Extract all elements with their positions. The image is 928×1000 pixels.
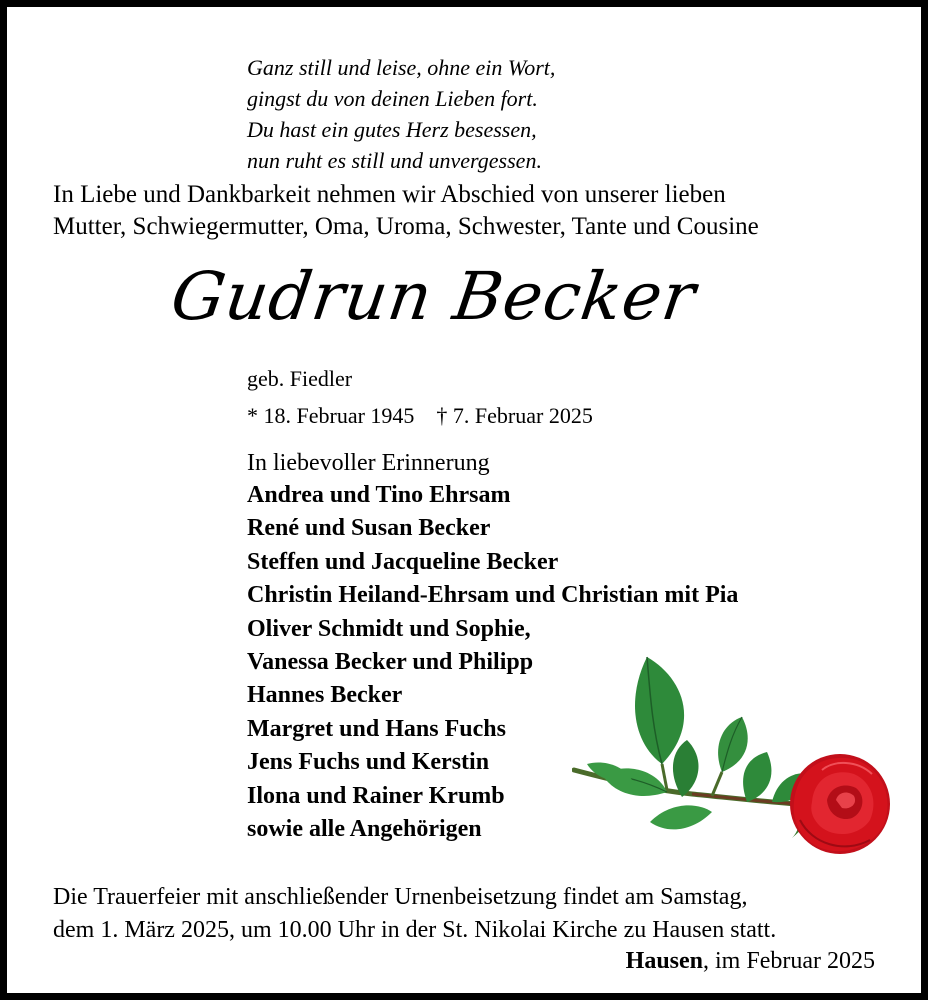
mourner-item: Andrea und Tino Ehrsam (247, 482, 511, 508)
service-line: Die Trauerfeier mit anschließender Urnenbeisetzung findet am Samstag, (53, 884, 748, 910)
birth-date: * 18. Februar 1945 (247, 403, 415, 428)
mourner-item: Hannes Becker (247, 682, 403, 709)
poem-line: gingst du von deinen Lieben fort. (247, 86, 538, 111)
life-dates (247, 401, 593, 431)
service-info (53, 881, 776, 947)
intro-line: Mutter, Schwiegermutter, Oma, Uroma, Schwester, Tante und Cousine (53, 213, 759, 240)
mourner-item: Margret und Hans Fuchs (247, 715, 506, 742)
mourner-item: Oliver Schmidt und Sophie, (247, 615, 531, 642)
memory-heading: In liebevoller Erinnerung (247, 450, 490, 476)
poem-line: nun ruht es still und unvergessen. (247, 148, 542, 173)
poem-line: Du hast ein gutes Herz besessen, (247, 117, 537, 142)
maiden-name: geb. Fiedler (247, 366, 353, 391)
place-name: Hausen (625, 948, 704, 974)
service-line: dem 1. März 2025, um 10.00 Uhr in der St. Nikolai Kirche zu Hausen statt. (53, 917, 777, 943)
mourner-item: Steffen und Jacqueline Becker (247, 548, 559, 575)
death-date: † 7. Februar 2025 (436, 403, 593, 428)
intro-line: In Liebe und Dankbarkeit nehmen wir Abschied von unserer lieben (53, 181, 726, 208)
intro-text (53, 179, 759, 243)
mourner-item: Ilona und Rainer Krumb (247, 782, 505, 809)
mourner-item: Vanessa Becker und Philipp (247, 648, 534, 675)
rose-image (572, 652, 892, 862)
closing-date: , im Februar 2025 (703, 948, 875, 974)
mourner-item: Christin Heiland-Ehrsam und Christian mit Pia (247, 582, 739, 609)
poem (247, 52, 555, 176)
mourner-item: sowie alle Angehörigen (247, 815, 482, 842)
deceased-name: Gudrun Becker (166, 258, 701, 335)
poem-line: Ganz still und leise, ohne ein Wort, (247, 55, 556, 80)
mourner-item: Jens Fuchs und Kerstin (247, 749, 490, 776)
mourner-item: René und Susan Becker (247, 515, 491, 542)
place-date (626, 945, 875, 978)
